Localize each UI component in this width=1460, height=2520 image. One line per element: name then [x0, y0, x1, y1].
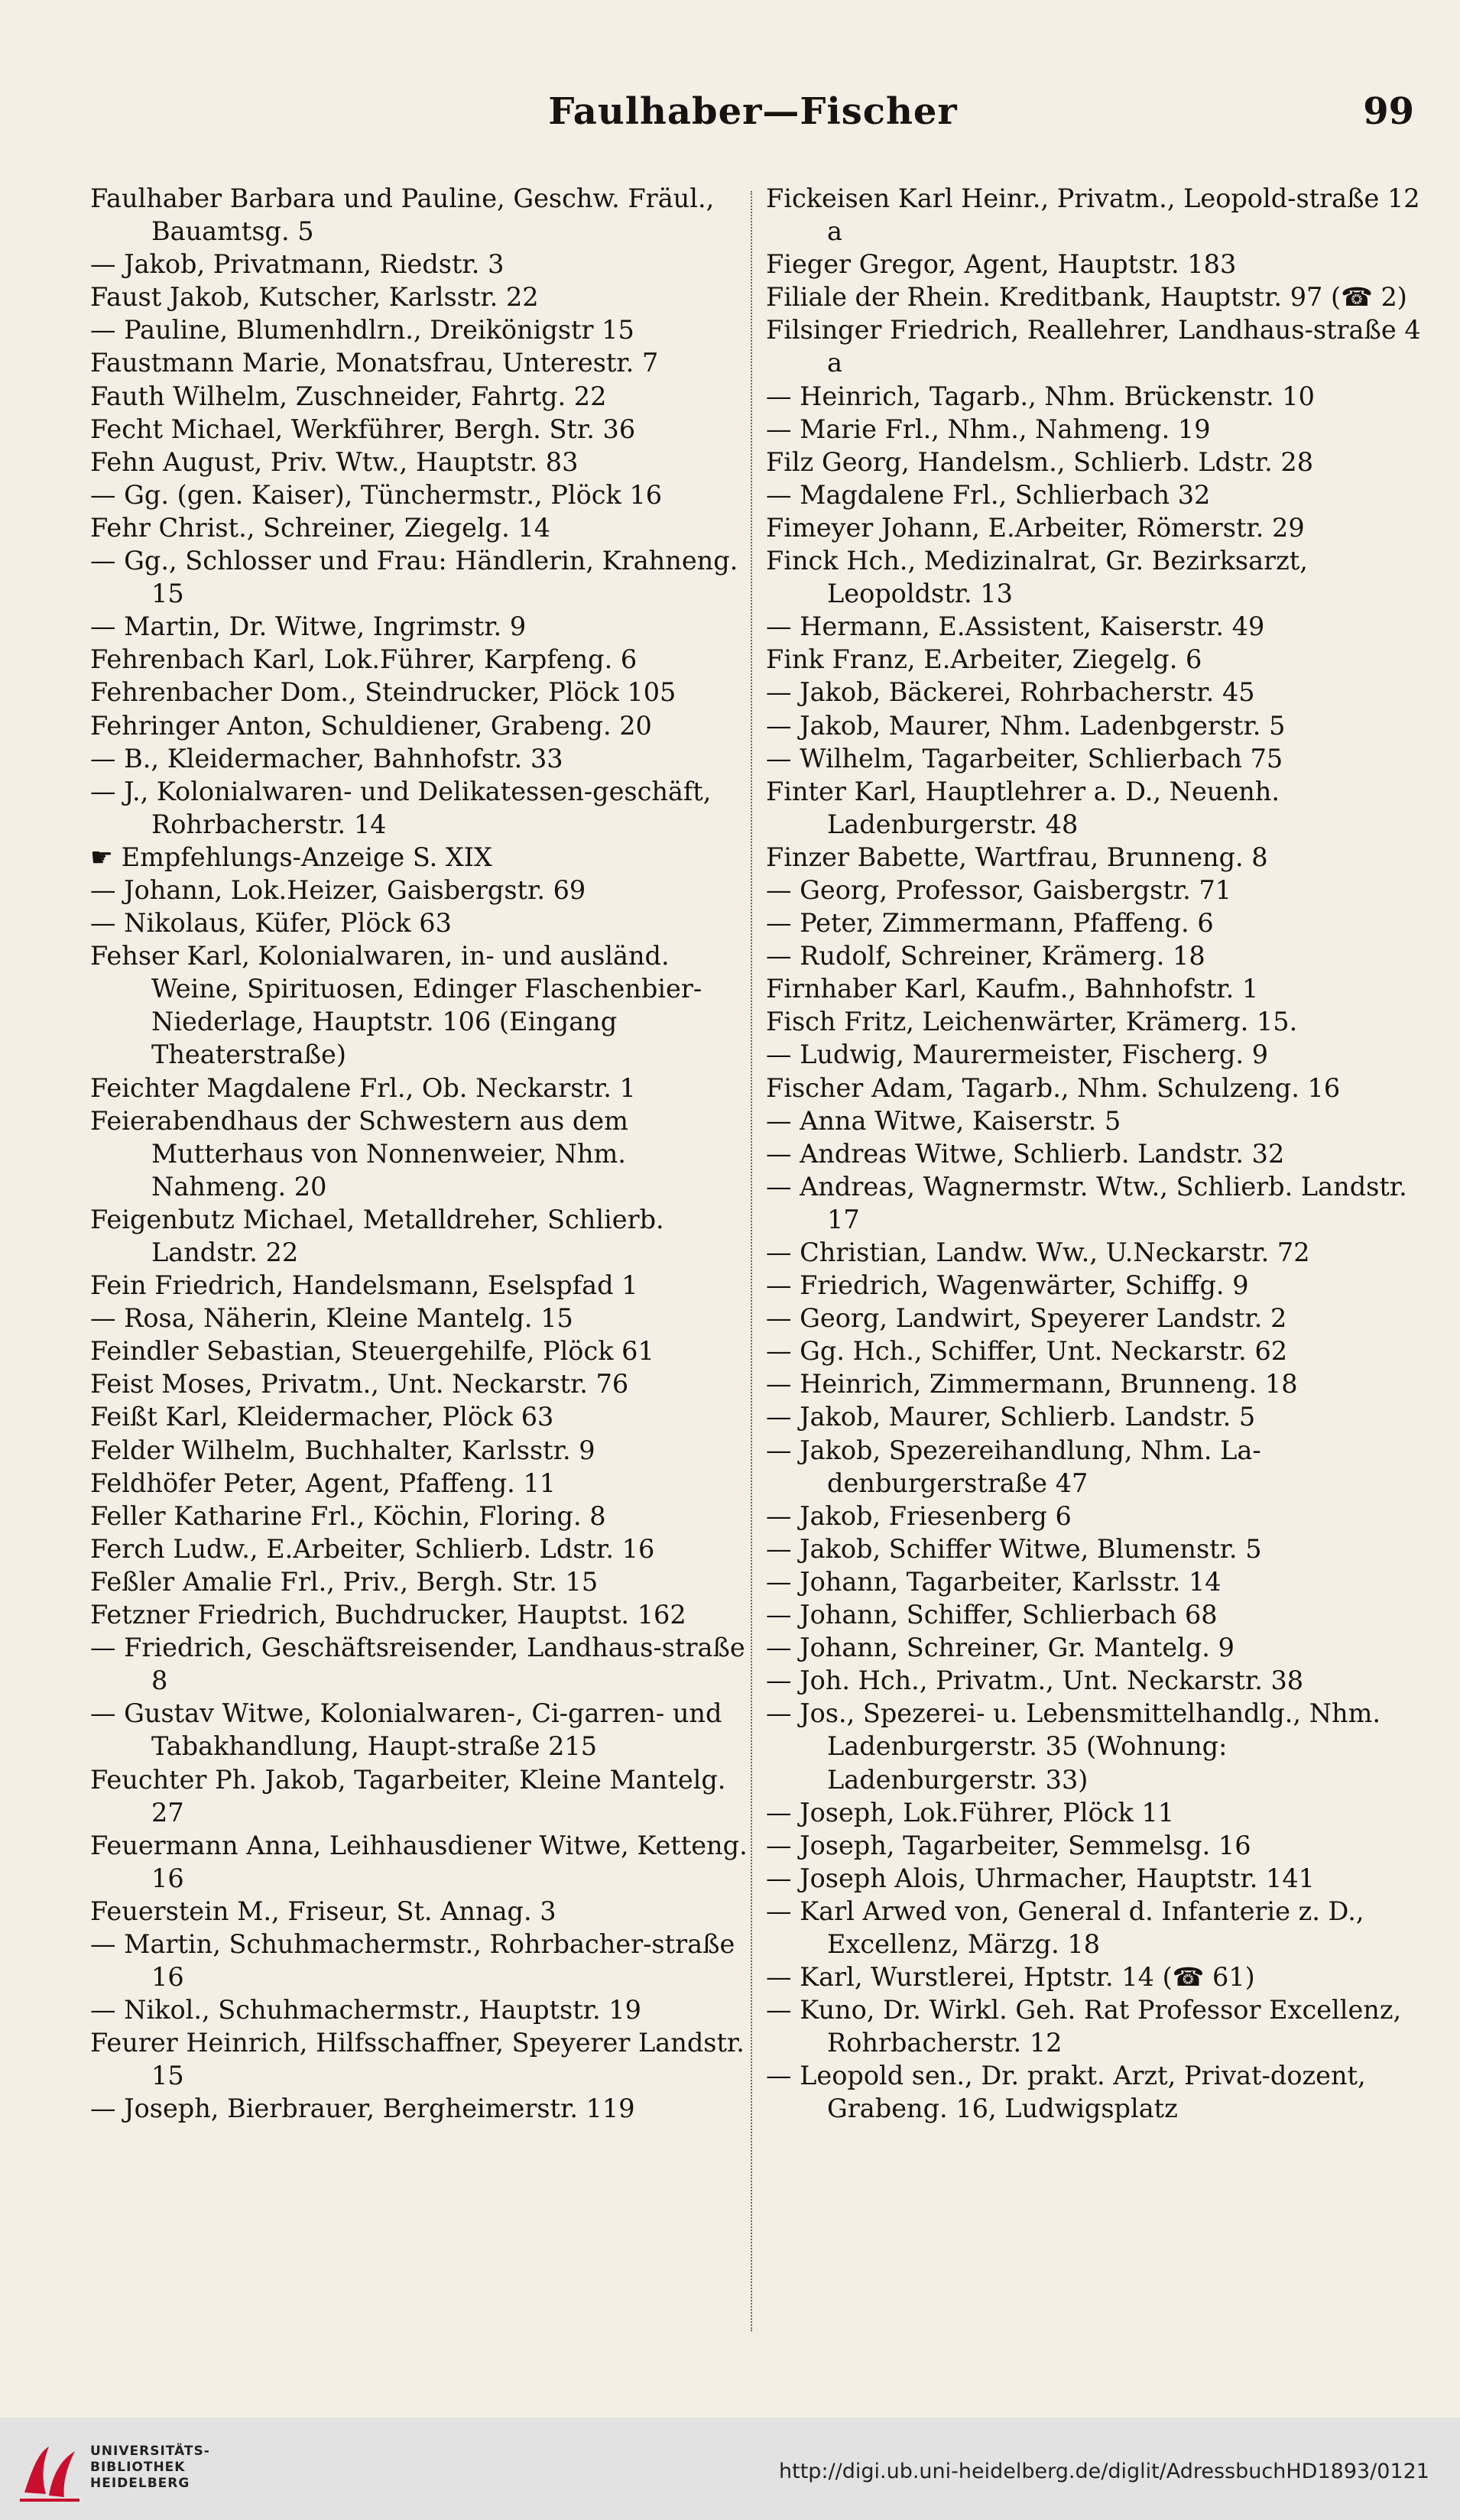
directory-entry: Fehr Christ., Schreiner, Ziegelg. 14: [90, 512, 551, 543]
directory-entry: — Jakob, Maurer, Schlierb. Landstr. 5: [766, 1402, 1256, 1432]
source-url-link[interactable]: http://digi.ub.uni-heidelberg.de/diglit/AdressbuchHD1893/0121: [779, 2460, 1429, 2483]
directory-entry: — J., Kolonialwaren- und Delikatessen-geschäft, Rohrbacherstr. 14: [90, 776, 712, 839]
directory-entry: — Ludwig, Maurermeister, Fischerg. 9: [766, 1039, 1269, 1070]
directory-entry: — Martin, Dr. Witwe, Ingrimstr. 9: [90, 611, 527, 642]
directory-entry: Fehrenbach Karl, Lok.Führer, Karpfeng. 6: [90, 644, 638, 675]
directory-entry: — Heinrich, Tagarb., Nhm. Brückenstr. 10: [766, 381, 1315, 411]
directory-entry: — Joseph Alois, Uhrmacher, Hauptstr. 141: [766, 1863, 1315, 1893]
directory-entry: Finzer Babette, Wartfrau, Brunneng. 8: [766, 842, 1268, 872]
directory-entry: Finter Karl, Hauptlehrer a. D., Neuenh. Ladenburgerstr. 48: [766, 776, 1280, 839]
directory-entry: — Jakob, Friesenberg 6: [766, 1500, 1072, 1531]
directory-entry: Fein Friedrich, Handelsmann, Eselspfad 1: [90, 1270, 638, 1301]
directory-entry: — Jakob, Maurer, Nhm. Ladenbgerstr. 5: [766, 710, 1286, 741]
directory-entry: — Marie Frl., Nhm., Nahmeng. 19: [766, 414, 1211, 444]
page-title: Faulhaber—Fischer: [548, 90, 958, 133]
directory-entry: Feurer Heinrich, Hilfsschaffner, Speyerer Landstr. 15: [90, 2028, 745, 2091]
directory-entry: — Johann, Schreiner, Gr. Mantelg. 9: [766, 1633, 1235, 1663]
directory-entry: Filz Georg, Handelsm., Schlierb. Ldstr. 28: [766, 446, 1314, 477]
directory-entry: — Jakob, Bäckerei, Rohrbacherstr. 45: [766, 677, 1255, 708]
directory-entry: Feißt Karl, Kleidermacher, Plöck 63: [90, 1402, 554, 1432]
footer-bar: [0, 2418, 1460, 2520]
directory-entry: Fehrenbacher Dom., Steindrucker, Plöck 105: [90, 677, 676, 708]
directory-entry: — Georg, Professor, Gaisbergstr. 71: [766, 874, 1232, 905]
directory-entry: ☛ Empfehlungs-Anzeige S. XIX: [90, 842, 492, 872]
left-column: [90, 182, 763, 2330]
directory-entry: Fehser Karl, Kolonialwaren, in- und ausländ. Weine, Spirituosen, Edinger Flaschenbier-Niederlage, Hauptstr. 106 (Eingang Theaterstraße): [90, 941, 702, 1070]
directory-entry: — Andreas, Wagnermstr. Wtw., Schlierb. Landstr. 17: [766, 1171, 1407, 1234]
directory-entry: — Gg., Schlosser und Frau: Händlerin, Krahneng. 15: [90, 546, 738, 609]
directory-entry: — Jos., Spezerei- u. Lebensmittelhandlg., Nhm. Ladenburgerstr. 35 (Wohnung: Ladenburgerstr. 33): [766, 1698, 1381, 1795]
directory-entry: — Johann, Tagarbeiter, Karlsstr. 14: [766, 1566, 1222, 1597]
page-number: 99: [1363, 90, 1414, 133]
directory-entry: — Georg, Landwirt, Speyerer Landstr. 2: [766, 1303, 1287, 1334]
directory-entry: Faulhaber Barbara und Pauline, Geschw. Fräul., Bauamtsg. 5: [90, 183, 715, 247]
directory-entry: Fisch Fritz, Leichenwärter, Krämerg. 15.: [766, 1007, 1298, 1037]
directory-entry: Fetzner Friedrich, Buchdrucker, Hauptst. 162: [90, 1600, 686, 1630]
directory-entry: Finck Hch., Medizinalrat, Gr. Bezirksarzt, Leopoldstr. 13: [766, 546, 1308, 609]
directory-entry: — Andreas Witwe, Schlierb. Landstr. 32: [766, 1138, 1285, 1169]
directory-entry: — B., Kleidermacher, Bahnhofstr. 33: [90, 743, 563, 774]
directory-entry: — Gg. Hch., Schiffer, Unt. Neckarstr. 62: [766, 1336, 1288, 1367]
directory-entry: Fauth Wilhelm, Zuschneider, Fahrtg. 22: [90, 381, 607, 411]
directory-entry: — Karl, Wurstlerei, Hptstr. 14 (☎ 61): [766, 1962, 1255, 1993]
directory-entry: — Martin, Schuhmachermstr., Rohrbacher-straße 16: [90, 1928, 735, 1993]
directory-entry: Faust Jakob, Kutscher, Karlsstr. 22: [90, 282, 539, 313]
directory-entry: Fieger Gregor, Agent, Hauptstr. 183: [766, 249, 1237, 280]
directory-entry: Fimeyer Johann, E.Arbeiter, Römerstr. 29: [766, 512, 1305, 543]
directory-entry: — Peter, Zimmermann, Pfaffeng. 6: [766, 908, 1214, 939]
directory-entry: — Jakob, Spezereihandlung, Nhm. La-denburgerstraße 47: [766, 1435, 1261, 1498]
directory-entry: — Joh. Hch., Privatm., Unt. Neckarstr. 38: [766, 1665, 1304, 1696]
directory-entry: — Johann, Schiffer, Schlierbach 68: [766, 1600, 1218, 1630]
directory-entry: Fehn August, Priv. Wtw., Hauptstr. 83: [90, 446, 579, 477]
directory-entry: Feigenbutz Michael, Metalldreher, Schlierb. Landstr. 22: [90, 1204, 664, 1267]
column-divider: [751, 191, 752, 2331]
directory-entry: Firnhaber Karl, Kaufm., Bahnhofstr. 1: [766, 974, 1259, 1004]
directory-entry: Feuerstein M., Friseur, St. Annag. 3: [90, 1896, 556, 1926]
directory-entry: — Magdalene Frl., Schlierbach 32: [766, 479, 1211, 510]
directory-entry: — Karl Arwed von, General d. Infanterie z. D., Excellenz, Märzg. 18: [766, 1896, 1364, 1959]
directory-entry: Felder Wilhelm, Buchhalter, Karlsstr. 9: [90, 1435, 595, 1465]
directory-entry: Feindler Sebastian, Steuergehilfe, Plöck 61: [90, 1336, 654, 1367]
directory-entry: — Joseph, Tagarbeiter, Semmelsg. 16: [766, 1830, 1251, 1860]
directory-entry: Feuchter Ph. Jakob, Tagarbeiter, Kleine Mantelg. 27: [90, 1764, 726, 1828]
directory-entry: Filsinger Friedrich, Reallehrer, Landhaus-straße 4 a: [766, 315, 1421, 378]
directory-entry: — Jakob, Schiffer Witwe, Blumenstr. 5: [766, 1533, 1262, 1564]
directory-entry: Feist Moses, Privatm., Unt. Neckarstr. 76: [90, 1369, 629, 1399]
directory-entry: Fecht Michael, Werkführer, Bergh. Str. 36: [90, 414, 636, 444]
directory-entry: Feierabendhaus der Schwestern aus dem Mutterhaus von Nonnenweier, Nhm. Nahmeng. 20: [90, 1105, 628, 1202]
directory-entry: Fickeisen Karl Heinr., Privatm., Leopold-straße 12 a: [766, 183, 1420, 247]
directory-entry: Feller Katharine Frl., Köchin, Floring. 8: [90, 1500, 606, 1531]
directory-entry: Feßler Amalie Frl., Priv., Bergh. Str. 15: [90, 1566, 599, 1597]
directory-entry: — Christian, Landw. Ww., U.Neckarstr. 72: [766, 1237, 1310, 1267]
directory-entry: Feuermann Anna, Leihhausdiener Witwe, Ketteng. 16: [90, 1830, 748, 1893]
directory-entry: — Heinrich, Zimmermann, Brunneng. 18: [766, 1369, 1298, 1399]
directory-entry: Fink Franz, E.Arbeiter, Ziegelg. 6: [766, 644, 1202, 675]
directory-entry: — Gg. (gen. Kaiser), Tünchermstr., Plöck 16: [90, 479, 663, 510]
directory-entry: — Kuno, Dr. Wirkl. Geh. Rat Professor Excellenz, Rohrbacherstr. 12: [766, 1995, 1402, 2058]
directory-entry: Fischer Adam, Tagarb., Nhm. Schulzeng. 16: [766, 1072, 1341, 1103]
directory-entry: — Jakob, Privatmann, Riedstr. 3: [90, 249, 505, 280]
directory-entry: — Anna Witwe, Kaiserstr. 5: [766, 1105, 1121, 1136]
directory-entry: — Hermann, E.Assistent, Kaiserstr. 49: [766, 611, 1265, 642]
directory-entry: — Gustav Witwe, Kolonialwaren-, Ci-garren- und Tabakhandlung, Haupt-straße 215: [90, 1698, 722, 1762]
directory-entry: Ferch Ludw., E.Arbeiter, Schlierb. Ldstr. 16: [90, 1533, 655, 1564]
directory-entry: — Leopold sen., Dr. prakt. Arzt, Privat-dozent, Grabeng. 16, Ludwigsplatz: [766, 2061, 1366, 2124]
directory-entry: Faustmann Marie, Monatsfrau, Unterestr. 7: [90, 348, 659, 378]
directory-entry: — Rosa, Näherin, Kleine Mantelg. 15: [90, 1303, 573, 1334]
directory-entry: — Nikol., Schuhmachermstr., Hauptstr. 19: [90, 1995, 641, 2025]
directory-entry: — Joseph, Bierbrauer, Bergheimerstr. 119: [90, 2094, 635, 2124]
directory-entry: — Rudolf, Schreiner, Krämerg. 18: [766, 941, 1205, 971]
directory-entry: Fehringer Anton, Schuldiener, Grabeng. 20: [90, 710, 652, 741]
directory-entry: Feldhöfer Peter, Agent, Pfaffeng. 11: [90, 1468, 556, 1498]
library-name: UNIVERSITÄTS- BIBLIOTHEK HEIDELBERG: [90, 2444, 210, 2491]
directory-entry: — Friedrich, Wagenwärter, Schiffg. 9: [766, 1270, 1249, 1301]
directory-entry: — Friedrich, Geschäftsreisender, Landhaus-straße 8: [90, 1633, 745, 1696]
directory-entry: — Joseph, Lok.Führer, Plöck 11: [766, 1797, 1175, 1828]
directory-entry: — Nikolaus, Küfer, Plöck 63: [90, 908, 452, 939]
directory-entry: — Johann, Lok.Heizer, Gaisbergstr. 69: [90, 874, 586, 905]
page-header: [92, 90, 1414, 144]
directory-entry: Filiale der Rhein. Kreditbank, Hauptstr. 97 (☎ 2): [766, 282, 1407, 313]
right-column: [766, 182, 1423, 2330]
heidelberg-library-logo-icon: [15, 2439, 84, 2505]
directory-entry: — Pauline, Blumenhdlrn., Dreikönigstr 15: [90, 315, 634, 345]
directory-entry: — Wilhelm, Tagarbeiter, Schlierbach 75: [766, 743, 1283, 774]
directory-entry: Feichter Magdalene Frl., Ob. Neckarstr. 1: [90, 1072, 636, 1103]
